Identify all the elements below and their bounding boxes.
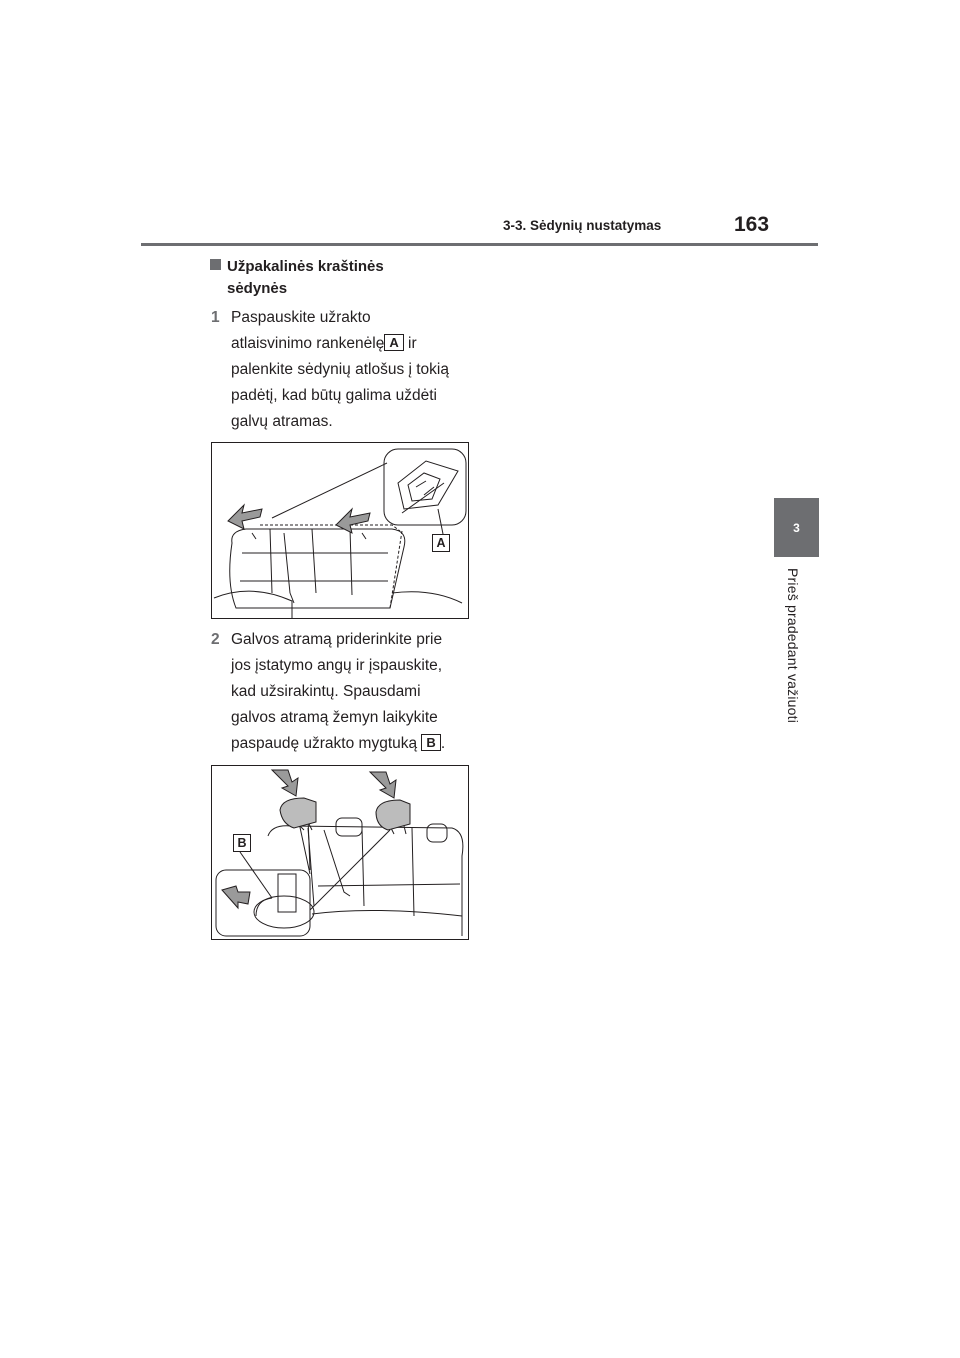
step-text-line: palenkite sėdynių atlošus į tokią xyxy=(231,361,449,378)
page-number: 163 xyxy=(734,213,770,236)
step-text-fragment: . xyxy=(440,735,446,752)
heading-line-2: sėdynės xyxy=(227,280,288,297)
step-1 xyxy=(211,305,471,435)
figure-fold-seatbacks xyxy=(211,442,469,619)
chapter-title: Prieš pradedant važiuoti xyxy=(785,568,801,723)
figure-label-a: A xyxy=(432,534,450,552)
header-divider xyxy=(141,243,818,246)
step-text-line: galvų atramas. xyxy=(231,413,333,430)
figure-label-b: B xyxy=(233,834,251,852)
step-text-line: galvos atramą žemyn laikykite xyxy=(231,709,438,726)
step-text-line: Galvos atramą priderinkite prie xyxy=(231,631,443,648)
step-text-fragment: atlaisvinimo rankenėlę xyxy=(231,335,385,352)
running-header-section: 3-3. Sėdynių nustatymas xyxy=(503,218,662,233)
step-text-fragment: paspaudę užrakto mygtuką xyxy=(231,735,422,752)
seat-illustration xyxy=(212,443,468,618)
step-text-line: Paspauskite užrakto xyxy=(231,309,371,326)
heading-line-1: Užpakalinės kraštinės xyxy=(227,258,384,275)
step-2 xyxy=(211,627,471,757)
figure-install-headrest xyxy=(211,765,469,940)
step-text-line: jos įstatymo angų ir įspauskite, xyxy=(231,657,443,674)
step-number: 2 xyxy=(211,631,220,648)
step-text-line xyxy=(231,331,471,357)
step-text-fragment: ir xyxy=(403,335,417,352)
callout-label-a: A xyxy=(384,334,403,351)
chapter-tab: 3 xyxy=(774,498,819,557)
square-bullet-icon xyxy=(210,259,221,270)
step-text-line: padėtį, kad būtų galima uždėti xyxy=(231,387,437,404)
headrest-illustration xyxy=(212,766,468,939)
step-text-line xyxy=(231,731,471,757)
callout-label-b: B xyxy=(421,734,440,751)
section-heading xyxy=(210,256,440,300)
step-text-line: kad užsirakintų. Spausdami xyxy=(231,683,421,700)
step-number: 1 xyxy=(211,309,220,326)
